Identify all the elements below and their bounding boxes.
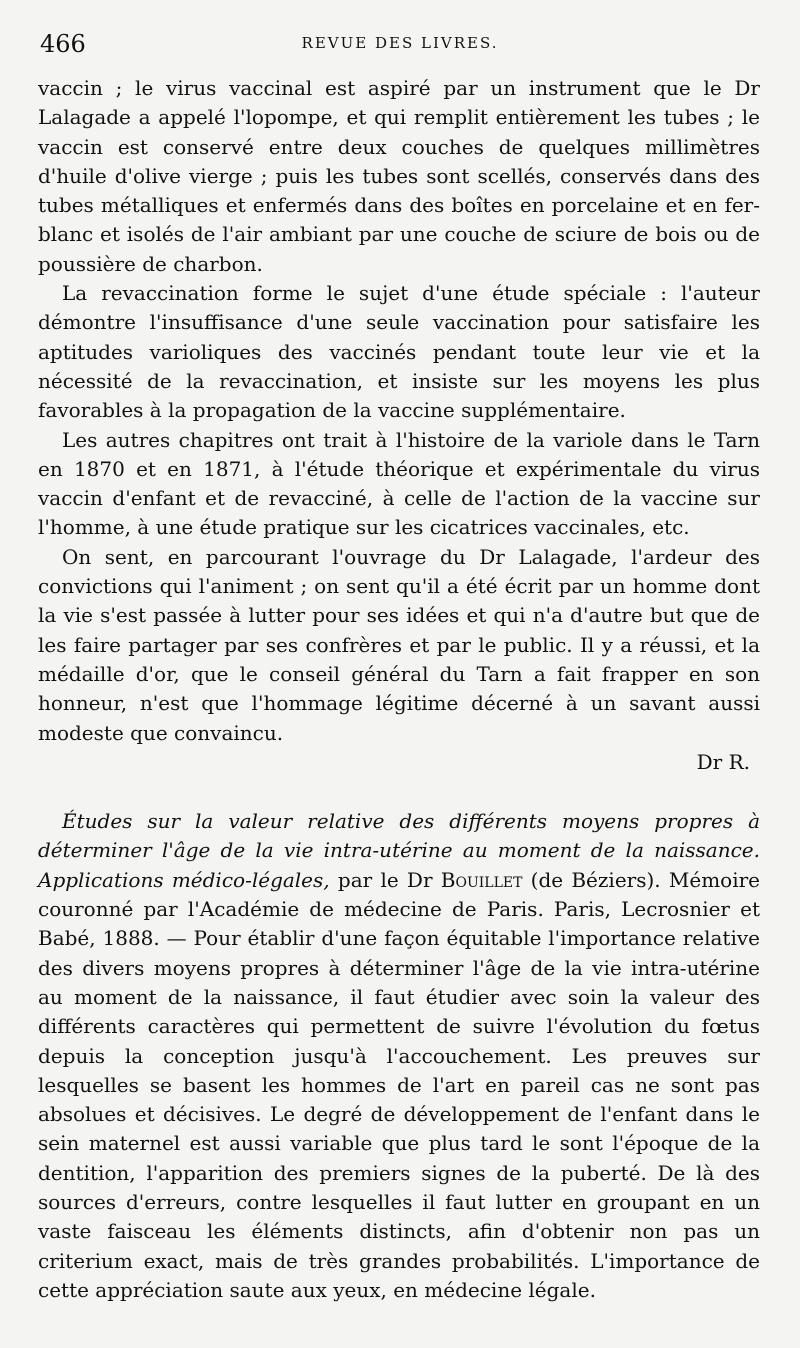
running-title: REVUE DES LIVRES. (301, 34, 499, 52)
review-author-prefix: par le Dr (337, 867, 433, 892)
review-body: (de Béziers). Mémoire couronné par l'Académie de médecine de Paris. Paris, Lecrosnier et Babé, 1888. — Pour établir d'une façon équitable l'importance relative des divers moyens propres à déterminer l'âge de la vie intra-utérine au moment de la naissance, il faut étudier avec soin la valeur des différents caractères qui permettent de suivre l'évolution du fœtus depuis la conception jusqu'à l'accouchement. Les preuves sur lesquelles se basent les hommes de l'art en pareil cas ne sont pas absolues et décisives. Le degré de développement de l'enfant dans le sein maternel est aussi variable que plus tard le sont l'époque de la dentition, l'apparition des premiers signes de la puberté. De là des sources d'erreurs, contre lesquelles il faut lutter en groupant en un vaste faisceau les éléments distincts, afin d'obtenir non pas un criterium exact, mais de très grandes probabilités. L'importance de cette appréciation saute aux yeux, en médecine légale. (38, 867, 761, 1302)
running-header (40, 30, 760, 60)
review-bouillet (38, 807, 760, 1305)
paragraph-conclusion: On sent, en parcourant l'ouvrage du Dr Lalagade, l'ardeur des convictions qui l'animent ; on sent qu'il a été écrit par un homme dont la vie s'est passée à lutter pour ses idées et qui n'a d'autre but que de les faire partager par ses confrères et par le public. Il y a réussi, et la médaille d'or, que le conseil général du Tarn a fait frapper en son honneur, n'est que l'hommage légitime décerné à un savant aussi modeste que convaincu. (38, 544, 760, 745)
review-author-name: Bouillet (440, 867, 523, 892)
paragraph-vaccine-storage: vaccin ; le virus vaccinal est aspiré par un instrument que le Dr Lalagade a appelé l'lopompe, et qui remplit entièrement les tubes ; le vaccin est conservé entre deux couches de quelques millimètres d'huile d'olive vierge ; puis les tubes sont scellés, conservés dans des tubes métalliques et enfermés dans des boîtes en porcelaine et en fer-blanc et isolés de l'air ambiant par une couche de sciure de bois ou de poussière de charbon. (38, 76, 760, 276)
paragraph-revaccination: La revaccination forme le sujet d'une étude spéciale : l'auteur démontre l'insuffisance d'une seule vaccination pour satisfaire les aptitudes varioliques des vaccinés pendant toute leur vie et la nécessité de la revaccination, et insiste sur les moyens les plus favorables à la propagation de la vaccine supplémentaire. (38, 281, 760, 423)
body-text (38, 74, 760, 1305)
review-title: Études sur la valeur relative des différents moyens propres à déterminer l'âge de la vie intra-utérine au moment de la naissance. Applications médico-légales, (38, 809, 760, 892)
page-number: 466 (40, 30, 86, 58)
reviewer-signature: Dr R. (696, 749, 750, 774)
signature-line (38, 748, 760, 777)
paragraph-other-chapters: Les autres chapitres ont trait à l'histoire de la variole dans le Tarn en 1870 et en 1871, à l'étude théorique et expérimentale du virus vaccin d'enfant et de revacciné, à celle de l'action de la vaccine sur l'homme, à une étude pratique sur les cicatrices vaccinales, etc. (38, 427, 760, 540)
